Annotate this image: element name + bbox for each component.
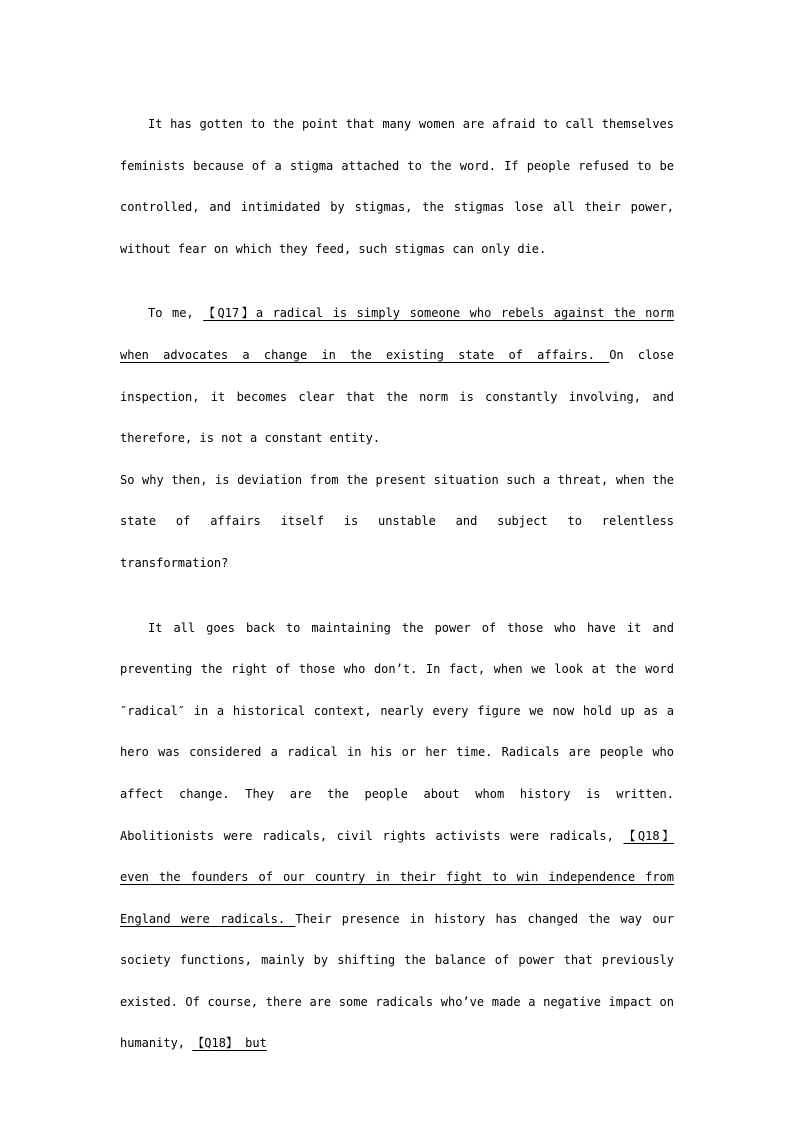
paragraph-text: It all goes back to maintaining the power of those who have it and preventing the right of those who don’t. In fact, when we look at the word ″radical″ in a historical context, nearly every figure we now hold up as a hero was considered a radical in his or her time. Radicals are people who affect change. They are the people about whom history is written. Abolitionists were radicals, civil rights activists were radicals, [120,620,674,843]
underlined-answer-q18: 【Q18】 even the founders of our country in their fight to win independence from England were radicals. [120,828,674,926]
paragraph-historical-radicals [120,608,674,1066]
underlined-answer-q18-continued: 【Q18】 but [192,1036,267,1051]
paragraph-deviation-question [120,460,674,585]
paragraph-text: On close inspection, it becomes clear that the norm is constantly involving, and therefore, is not a constant entity. [120,347,674,446]
paragraph-stigma [120,104,674,270]
paragraph-gap [120,270,674,293]
document-page [120,104,674,1065]
paragraph-text: Their presence in history has changed the way our society functions, mainly by shifting the balance of power that previously existed. Of course, there are some radicals who’ve made a negative impact on humanity, [120,911,674,1051]
paragraph-text: To me, [148,306,204,321]
paragraph-radical-definition [120,293,674,459]
paragraph-text: So why then, is deviation from the present situation such a threat, when the state of affairs itself is unstable and subject to relentless transformation? [120,472,674,570]
underlined-answer-q17: 【Q17】a radical is simply someone who rebels against the norm when advocates a change in the existing state of affairs. [120,306,674,362]
paragraph-text: It has gotten to the point that many women are afraid to call themselves feminists because of a stigma attached to the word. If people refused to be controlled, and intimidated by stigmas, the stigmas lose all their power, without fear on which they feed, such stigmas can only die. [120,117,674,256]
paragraph-gap [120,585,674,608]
